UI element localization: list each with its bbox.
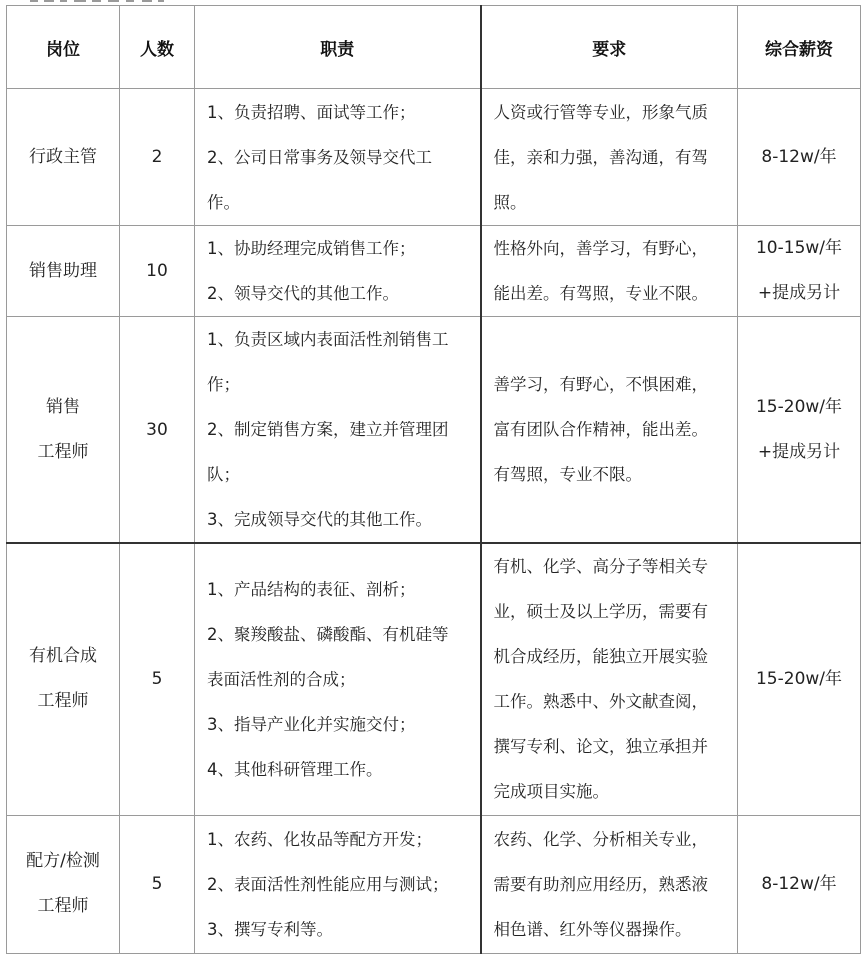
table-row-formulation-engineer (7, 815, 861, 953)
duty-line: 2、制定销售方案，建立并管理团 (207, 420, 449, 439)
headcount-cell: 2 (120, 89, 195, 226)
duty-line: 3、撰写专利等。 (207, 919, 333, 939)
requirements-cell (481, 89, 738, 226)
salary-cell (738, 815, 861, 953)
requirement-line: 能出差。有驾照，专业不限。 (493, 284, 708, 303)
header-count: 人数 (120, 6, 195, 89)
duty-line: 表面活性剂的合成； (207, 669, 356, 689)
position-name (38, 385, 89, 475)
salary-cell (738, 543, 861, 815)
position-cell (7, 317, 120, 544)
header-duties: 职责 (195, 6, 481, 89)
header-requirements: 要求 (481, 6, 738, 89)
duties-cell (195, 317, 481, 544)
salary-line: 8-12w/年 (761, 146, 837, 167)
headcount-cell: 10 (120, 226, 195, 317)
duties-cell (195, 226, 481, 317)
position-cell (7, 543, 120, 815)
duty-line: 2、聚羧酸盐、磷酸酯、有机硅等 (207, 624, 449, 644)
requirement-line: 业，硕士及以上学历，需要有 (493, 602, 708, 622)
duty-line: 2、领导交代的其他工作。 (207, 284, 399, 303)
duties-cell (195, 815, 481, 953)
duty-line: 作； (207, 375, 240, 394)
duty-line: 1、农药、化妆品等配方开发； (207, 829, 432, 849)
salary-value (756, 657, 842, 702)
position-name (29, 135, 97, 180)
requirements-cell (481, 317, 738, 544)
salary-cell (738, 89, 861, 226)
requirement-line: 相色谱、红外等仪器操作。 (493, 919, 692, 939)
salary-value (756, 385, 842, 475)
position-name (29, 249, 97, 294)
duty-line: 4、其他科研管理工作。 (207, 759, 383, 779)
requirement-line: 人资或行管等专业，形象气质 (493, 102, 708, 122)
requirement-line: 完成项目实施。 (493, 782, 609, 802)
salary-line: +提成另计 (757, 441, 841, 462)
position-cell (7, 815, 120, 953)
requirement-line: 善学习，有野心，不惧困难， (493, 375, 708, 394)
salary-line: 15-20w/年 (755, 668, 843, 689)
duty-line: 作。 (207, 192, 240, 212)
requirements-cell (481, 543, 738, 815)
requirement-line: 富有团队合作精神，能出差。 (493, 420, 708, 439)
position-cell (7, 226, 120, 317)
salary-cell (738, 317, 861, 544)
duty-line: 1、协助经理完成销售工作； (207, 239, 416, 258)
duty-line: 1、负责招聘、面试等工作； (207, 102, 416, 122)
requirement-line: 农药、化学、分析相关专业， (493, 829, 708, 849)
headcount-cell: 30 (120, 317, 195, 544)
duty-line: 2、公司日常事务及领导交代工 (207, 147, 432, 167)
position-name (29, 634, 97, 724)
duty-line: 队； (207, 465, 240, 484)
position-line: 工程师 (37, 896, 89, 916)
duty-line: 3、指导产业化并实施交付； (207, 714, 416, 734)
requirement-line: 工作。熟悉中、外文献查阅， (493, 692, 708, 712)
salary-value (761, 862, 836, 907)
requirements-cell (481, 226, 738, 317)
duties-cell (195, 543, 481, 815)
duties-cell (195, 89, 481, 226)
header-salary: 综合薪资 (738, 6, 861, 89)
duty-line: 2、表面活性剂性能应用与测试； (207, 874, 449, 894)
salary-line: +提成另计 (757, 283, 841, 303)
position-line: 销售助理 (29, 260, 97, 281)
position-line: 工程师 (37, 441, 89, 462)
salary-value (761, 135, 836, 180)
requirement-line: 有机、化学、高分子等相关专 (493, 557, 708, 577)
table-header-row (7, 6, 861, 89)
salary-line: 15-20w/年 (755, 396, 843, 417)
table-row-sales-engineer (7, 317, 861, 544)
duty-line: 3、完成领导交代的其他工作。 (207, 510, 432, 529)
requirement-line: 撰写专利、论文，独立承担并 (493, 737, 708, 757)
header-position: 岗位 (7, 6, 120, 89)
position-line: 行政主管 (29, 146, 97, 167)
job-openings-table (6, 5, 861, 954)
salary-value (756, 226, 842, 316)
position-line: 销售 (46, 396, 80, 417)
position-line: 配方/检测 (26, 851, 100, 871)
requirement-line: 照。 (493, 192, 527, 212)
table-row-admin-supervisor (7, 89, 861, 226)
salary-line: 10-15w/年 (755, 238, 843, 258)
position-name (26, 839, 100, 929)
requirement-line: 有驾照，专业不限。 (493, 465, 642, 484)
headcount-cell: 5 (120, 815, 195, 953)
salary-line: 8-12w/年 (761, 873, 837, 894)
position-line: 有机合成 (29, 646, 97, 667)
salary-cell (738, 226, 861, 317)
position-line: 工程师 (37, 691, 89, 712)
table-row-synthesis-engineer (7, 543, 861, 815)
duty-line: 1、产品结构的表征、剖析； (207, 579, 416, 599)
requirement-line: 机合成经历，能独立开展实验 (493, 647, 708, 667)
requirements-cell (481, 815, 738, 953)
duty-line: 1、负责区域内表面活性剂销售工 (207, 330, 449, 349)
headcount-cell: 5 (120, 543, 195, 815)
clipped-text-remnant (30, 0, 170, 3)
requirement-line: 需要有助剂应用经历，熟悉液 (493, 874, 708, 894)
position-cell (7, 89, 120, 226)
requirement-line: 佳，亲和力强，善沟通，有驾 (493, 147, 708, 167)
requirement-line: 性格外向，善学习，有野心， (493, 239, 708, 258)
table-row-sales-assistant (7, 226, 861, 317)
